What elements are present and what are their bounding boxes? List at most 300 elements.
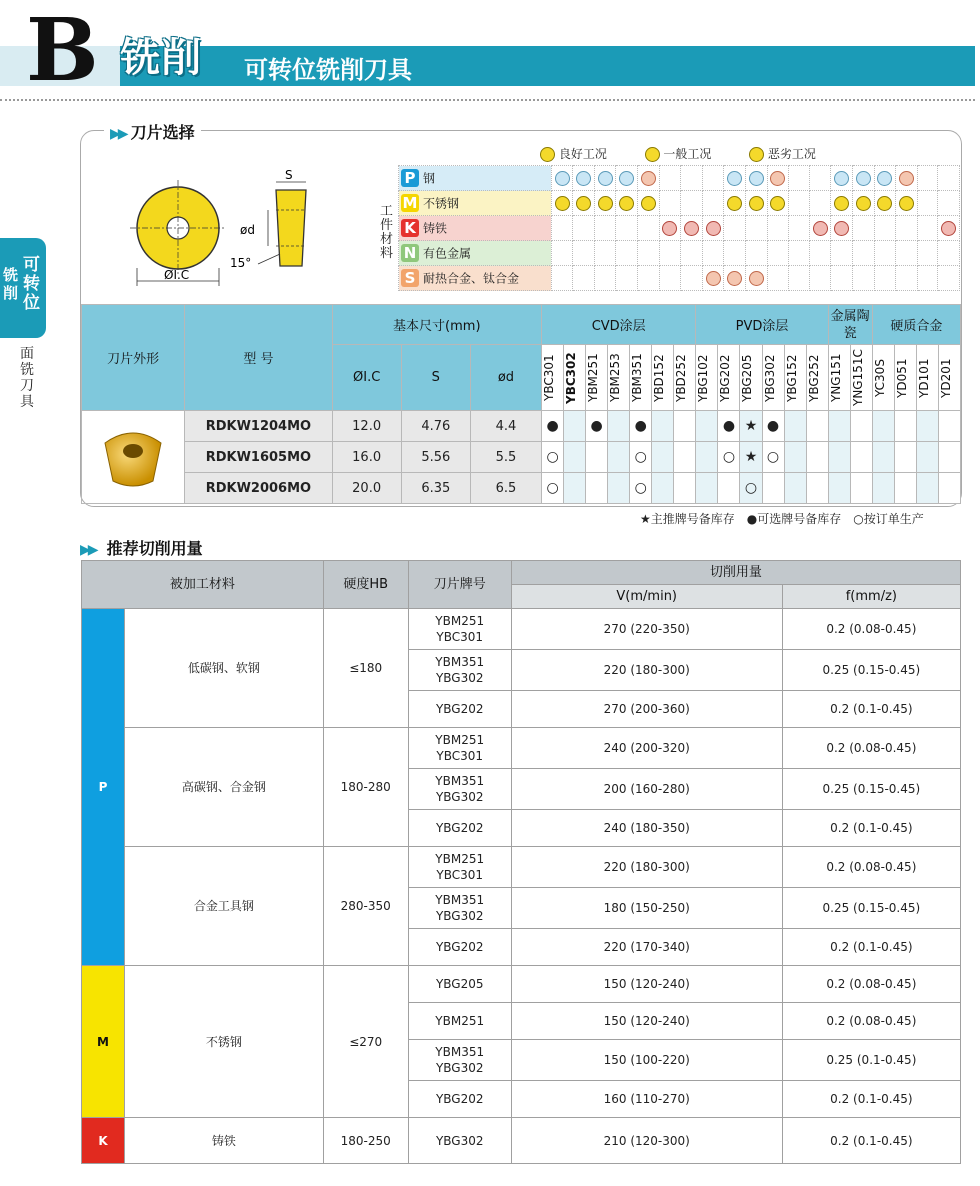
cutting-f: 0.2 (0.1-0.45) [782, 691, 960, 728]
grade-code-label: YBD252 [674, 353, 689, 402]
chapter-title: 铣削 [120, 35, 202, 81]
material-row-k [399, 216, 960, 241]
good-face-icon [856, 171, 871, 186]
material-name: 低碳钢、软钢 [125, 609, 324, 728]
cutting-row [82, 966, 961, 1003]
condition-cell [702, 166, 724, 191]
cutting-grade: YBM351 YBG302 [408, 769, 511, 810]
insert-s: 5.56 [401, 442, 470, 473]
insert-row [82, 442, 961, 473]
material-badge: S [401, 269, 419, 287]
cutting-f: 0.2 (0.08-0.45) [782, 1003, 960, 1040]
group-cvd: CVD涂层 [542, 305, 696, 345]
condition-cell [896, 216, 918, 241]
grade-code-yng151 [828, 345, 850, 411]
grade-code-yd201 [938, 345, 960, 411]
condition-cell [616, 266, 638, 291]
grade-mark: ○ [740, 473, 762, 504]
condition-cell [874, 216, 896, 241]
side-tab-col1: 铣削 [3, 266, 19, 302]
grade-code-label: YD101 [916, 357, 931, 398]
insert-s: 6.35 [401, 473, 470, 504]
condition-cell [724, 241, 746, 266]
grade-mark: ★ [740, 442, 762, 473]
cutting-f: 0.2 (0.1-0.45) [782, 810, 960, 847]
label-angle: 15° [230, 256, 252, 270]
cutting-grade: YBM251 [408, 1003, 511, 1040]
condition-cell [573, 216, 595, 241]
grade-code-ybm351 [630, 345, 652, 411]
condition-cell [789, 216, 810, 241]
grade-mark [916, 473, 938, 504]
condition-cell [551, 166, 573, 191]
grade-mark [872, 411, 894, 442]
condition-cell [789, 266, 810, 291]
cutting-row [82, 609, 961, 650]
insert-side-view [276, 190, 306, 266]
cutting-v: 200 (160-280) [511, 769, 782, 810]
grade-mark: ○ [542, 442, 564, 473]
material-name: 有色金属 [423, 246, 472, 261]
condition-cell [659, 241, 681, 266]
material-name: 合金工具钢 [125, 847, 324, 966]
grade-mark [806, 442, 828, 473]
material-name: 铸铁 [423, 221, 448, 236]
grade-code-ybc302 [564, 345, 586, 411]
bad-face-icon [899, 171, 914, 186]
group-carbide: 硬质合金 [872, 305, 960, 345]
grade-mark [652, 473, 674, 504]
cutting-grade: YBM351 YBG302 [408, 650, 511, 691]
grade-code-label: YNG151 [828, 353, 843, 402]
cutting-f: 0.2 (0.1-0.45) [782, 929, 960, 966]
grade-mark: ● [586, 411, 608, 442]
insert-section-title: 刀片选择 [130, 123, 195, 142]
insert-shape-image [82, 411, 185, 504]
insert-d: 4.4 [470, 411, 541, 442]
grade-mark [696, 473, 718, 504]
cutting-f: 0.25 (0.1-0.45) [782, 1040, 960, 1081]
grade-mark [850, 442, 872, 473]
grade-mark [938, 473, 960, 504]
grade-mark [652, 411, 674, 442]
material-group-k: K [82, 1118, 125, 1164]
cutting-grade: YBG205 [408, 966, 511, 1003]
grade-mark [718, 473, 740, 504]
col-model: 型 号 [185, 305, 332, 411]
hardness: 280-350 [323, 847, 408, 966]
condition-cell [594, 216, 616, 241]
condition-cell [809, 191, 831, 216]
cutting-v: 150 (120-240) [511, 1003, 782, 1040]
condition-cell [917, 216, 938, 241]
legend-good: 良好工况 [558, 147, 607, 161]
cutting-grade: YBM251 YBC301 [408, 728, 511, 769]
grade-mark [938, 442, 960, 473]
condition-cell [809, 241, 831, 266]
condition-cell [724, 266, 746, 291]
material-name: 不锈钢 [125, 966, 324, 1118]
insert-ic: 12.0 [332, 411, 401, 442]
angle-line [258, 254, 280, 264]
group-cermet [828, 305, 872, 345]
grade-code-ybg152 [784, 345, 806, 411]
good-face-icon [749, 196, 764, 211]
grade-mark [608, 442, 630, 473]
grade-code-label: YC30S [872, 358, 887, 397]
cutting-grade: YBM251 YBC301 [408, 609, 511, 650]
grade-mark [806, 473, 828, 504]
condition-cell [551, 216, 573, 241]
condition-cell [724, 166, 746, 191]
grade-mark [872, 473, 894, 504]
grade-mark [894, 473, 916, 504]
grade-code-label: YBG252 [806, 353, 821, 402]
grade-mark [674, 411, 696, 442]
cutting-v: 220 (170-340) [511, 929, 782, 966]
cutting-f: 0.2 (0.1-0.45) [782, 1118, 960, 1164]
condition-cell [681, 166, 703, 191]
grade-mark [564, 473, 586, 504]
cutting-f: 0.25 (0.15-0.45) [782, 888, 960, 929]
good-face-icon [877, 171, 892, 186]
side-category: 面铣刀具 [20, 346, 34, 410]
good-face-icon [856, 196, 871, 211]
condition-cell [917, 241, 938, 266]
condition-cell [638, 241, 660, 266]
condition-cell [874, 166, 896, 191]
bad-face-icon [813, 221, 828, 236]
insert-spec-table [81, 304, 961, 504]
grade-mark [784, 473, 806, 504]
material-name: 铸铁 [125, 1118, 324, 1164]
hardness: ≤270 [323, 966, 408, 1118]
condition-cell [638, 166, 660, 191]
condition-cell [702, 241, 724, 266]
condition-cell [831, 166, 853, 191]
cutting-f: 0.25 (0.15-0.45) [782, 769, 960, 810]
cutting-row [82, 1118, 961, 1164]
cutting-section-title: 推荐切削用量 [106, 539, 203, 558]
hardness: 180-280 [323, 728, 408, 847]
side-tab [0, 238, 46, 338]
material-label-m [399, 191, 552, 216]
condition-cell [681, 266, 703, 291]
good-face-icon [941, 221, 956, 236]
grade-code-label: YBM253 [608, 353, 623, 402]
insert-model: RDKW1605MO [185, 442, 332, 473]
cutting-v: 270 (220-350) [511, 609, 782, 650]
material-name: 钢 [423, 171, 436, 186]
label-d: ød [240, 223, 255, 237]
cutting-grade: YBM351 YBG302 [408, 888, 511, 929]
condition-cell [724, 216, 746, 241]
cutting-grade: YBG202 [408, 810, 511, 847]
condition-cell [767, 216, 789, 241]
grade-code-ybc301 [542, 345, 564, 411]
condition-cell [874, 266, 896, 291]
cutting-f: 0.2 (0.1-0.45) [782, 1081, 960, 1118]
group-cermet-label: 金属陶瓷 [830, 308, 870, 341]
material-label-n [399, 241, 552, 266]
grade-mark: ● [630, 411, 652, 442]
cutting-grade: YBM251 YBC301 [408, 847, 511, 888]
col-params: 切削用量 [511, 561, 960, 585]
condition-cell [659, 191, 681, 216]
condition-cell [789, 191, 810, 216]
condition-cell [702, 216, 724, 241]
grade-mark: ○ [630, 442, 652, 473]
grade-mark [586, 473, 608, 504]
condition-cell [874, 191, 896, 216]
insert-ic: 20.0 [332, 473, 401, 504]
condition-cell [573, 241, 595, 266]
grade-mark [916, 442, 938, 473]
condition-cell [789, 166, 810, 191]
cutting-v: 240 (180-350) [511, 810, 782, 847]
col-grade: 刀片牌号 [408, 561, 511, 609]
grade-mark [564, 442, 586, 473]
grade-mark: ● [762, 411, 784, 442]
side-tab-col2: 可转位 [23, 255, 40, 313]
insert-d: 6.5 [470, 473, 541, 504]
cutting-grade: YBG202 [408, 691, 511, 728]
condition-cell [616, 241, 638, 266]
material-badge: M [402, 194, 418, 212]
cutting-grade: YBG302 [408, 1118, 511, 1164]
good-face-icon [555, 196, 570, 211]
insert-s: 4.76 [401, 411, 470, 442]
good-face-icon [576, 171, 591, 186]
bad-face-icon [749, 147, 764, 162]
material-name: 高碳钢、合金钢 [125, 728, 324, 847]
insert-side-diagram [228, 168, 328, 278]
grade-mark [652, 442, 674, 473]
condition-cell [659, 266, 681, 291]
grade-mark [784, 411, 806, 442]
condition-cell [938, 166, 960, 191]
material-label-s [399, 266, 552, 291]
material-row-p [399, 166, 960, 191]
cutting-grade: YBM351 YBG302 [408, 1040, 511, 1081]
condition-cell [917, 191, 938, 216]
condition-cell [746, 191, 768, 216]
grade-mark [916, 411, 938, 442]
condition-cell [917, 166, 938, 191]
insert-model: RDKW2006MO [185, 473, 332, 504]
condition-cell [874, 241, 896, 266]
condition-cell [551, 191, 573, 216]
material-name: 耐热合金、钛合金 [423, 271, 520, 286]
condition-cell [831, 266, 853, 291]
condition-cell [853, 216, 875, 241]
grade-code-ybm251 [586, 345, 608, 411]
grade-code-yd101 [916, 345, 938, 411]
condition-cell [746, 166, 768, 191]
condition-cell [896, 266, 918, 291]
bad-face-icon [899, 196, 914, 211]
condition-cell [767, 191, 789, 216]
good-face-icon [727, 196, 742, 211]
chapter-subtitle: 可转位铣削刀具 [244, 56, 412, 84]
grade-mark [938, 411, 960, 442]
material-group-label: 工件材料 [380, 204, 394, 261]
grade-code-yng151c [850, 345, 872, 411]
bad-face-icon [770, 196, 785, 211]
group-pvd: PVD涂层 [696, 305, 828, 345]
condition-cell [573, 191, 595, 216]
grade-mark [828, 442, 850, 473]
good-face-icon [877, 196, 892, 211]
bad-face-icon [641, 171, 656, 186]
legend-normal: 一般工况 [663, 147, 712, 161]
condition-cell [746, 216, 768, 241]
bad-face-icon [641, 196, 656, 211]
grade-code-label: YBM351 [630, 353, 645, 402]
good-face-icon [576, 196, 591, 211]
grade-mark [696, 411, 718, 442]
grade-mark [828, 411, 850, 442]
label-ic: ØI.C [164, 268, 190, 282]
condition-cell [896, 191, 918, 216]
good-face-icon [598, 196, 613, 211]
col-v: V(m/min) [511, 585, 782, 609]
grade-mark: ○ [762, 442, 784, 473]
insert-photo [93, 415, 173, 495]
condition-cell [724, 191, 746, 216]
good-face-icon [555, 171, 570, 186]
condition-cell [896, 166, 918, 191]
material-badge: N [401, 244, 419, 262]
grade-mark [850, 411, 872, 442]
condition-cell [917, 266, 938, 291]
condition-cell [767, 266, 789, 291]
condition-cell [681, 216, 703, 241]
cutting-grade: YBG202 [408, 1081, 511, 1118]
material-group-m: M [82, 966, 125, 1118]
grade-mark [696, 442, 718, 473]
cutting-table [81, 560, 961, 1164]
grade-code-ybg252 [806, 345, 828, 411]
condition-cell [767, 241, 789, 266]
grade-mark [762, 473, 784, 504]
grade-code-label: YD201 [938, 357, 953, 398]
condition-cell [746, 266, 768, 291]
condition-cell [681, 241, 703, 266]
grade-code-ybg302 [762, 345, 784, 411]
condition-cell [702, 191, 724, 216]
condition-cell [702, 266, 724, 291]
good-face-icon [540, 147, 555, 162]
insert-model: RDKW1204MO [185, 411, 332, 442]
condition-cell [616, 191, 638, 216]
condition-cell [638, 216, 660, 241]
condition-cell [573, 266, 595, 291]
condition-cell [938, 241, 960, 266]
insert-row [82, 473, 961, 504]
cutting-v: 210 (120-300) [511, 1118, 782, 1164]
good-face-icon [706, 271, 721, 286]
condition-cell [681, 191, 703, 216]
cutting-f: 0.2 (0.08-0.45) [782, 966, 960, 1003]
good-face-icon [834, 196, 849, 211]
grade-mark [806, 411, 828, 442]
material-badge: P [401, 169, 419, 187]
good-face-icon [749, 171, 764, 186]
chapter-letter: B [26, 0, 99, 101]
condition-cell [938, 266, 960, 291]
condition-cell [809, 266, 831, 291]
grade-code-yd051 [894, 345, 916, 411]
material-row-s [399, 266, 960, 291]
condition-cell [746, 241, 768, 266]
cutting-v: 270 (200-360) [511, 691, 782, 728]
grade-code-label: YD051 [894, 357, 909, 398]
condition-cell [789, 241, 810, 266]
condition-cell [659, 166, 681, 191]
condition-cell [551, 241, 573, 266]
condition-cell [638, 266, 660, 291]
cutting-row [82, 728, 961, 769]
condition-legend [540, 145, 816, 162]
cutting-v: 160 (110-270) [511, 1081, 782, 1118]
bad-face-icon [684, 221, 699, 236]
cutting-f: 0.25 (0.15-0.45) [782, 650, 960, 691]
condition-cell [594, 191, 616, 216]
material-row-m [399, 191, 960, 216]
cutting-v: 180 (150-250) [511, 888, 782, 929]
col-dims: 基本尺寸(mm) [332, 305, 541, 345]
grade-code-ybg102 [696, 345, 718, 411]
condition-cell [616, 216, 638, 241]
material-name: 不锈钢 [423, 196, 460, 211]
normal-face-icon [645, 147, 660, 162]
good-face-icon [727, 271, 742, 286]
cutting-v: 220 (180-300) [511, 847, 782, 888]
condition-cell [616, 166, 638, 191]
cutting-row [82, 847, 961, 888]
insert-section-heading [104, 120, 201, 143]
material-row-n [399, 241, 960, 266]
good-face-icon [749, 271, 764, 286]
condition-cell [831, 216, 853, 241]
condition-cell [594, 166, 616, 191]
hardness: 180-250 [323, 1118, 408, 1164]
grade-code-label: YBC301 [542, 354, 557, 401]
material-label-k [399, 216, 552, 241]
condition-cell [938, 191, 960, 216]
good-face-icon [727, 171, 742, 186]
grade-code-ybm253 [608, 345, 630, 411]
condition-cell [594, 266, 616, 291]
good-face-icon [834, 171, 849, 186]
condition-cell [573, 166, 595, 191]
cutting-f: 0.2 (0.08-0.45) [782, 847, 960, 888]
grade-code-ybg202 [718, 345, 740, 411]
col-material: 被加工材料 [82, 561, 324, 609]
hardness: ≤180 [323, 609, 408, 728]
condition-cell [809, 166, 831, 191]
insert-ic: 16.0 [332, 442, 401, 473]
cutting-f: 0.2 (0.08-0.45) [782, 728, 960, 769]
grade-code-yc30s [872, 345, 894, 411]
grade-code-label: YBG152 [784, 353, 799, 402]
grade-mark: ● [542, 411, 564, 442]
col-f: f(mm/z) [782, 585, 960, 609]
condition-cell [809, 216, 831, 241]
grade-code-label: YBM251 [586, 353, 601, 402]
grade-mark [894, 411, 916, 442]
